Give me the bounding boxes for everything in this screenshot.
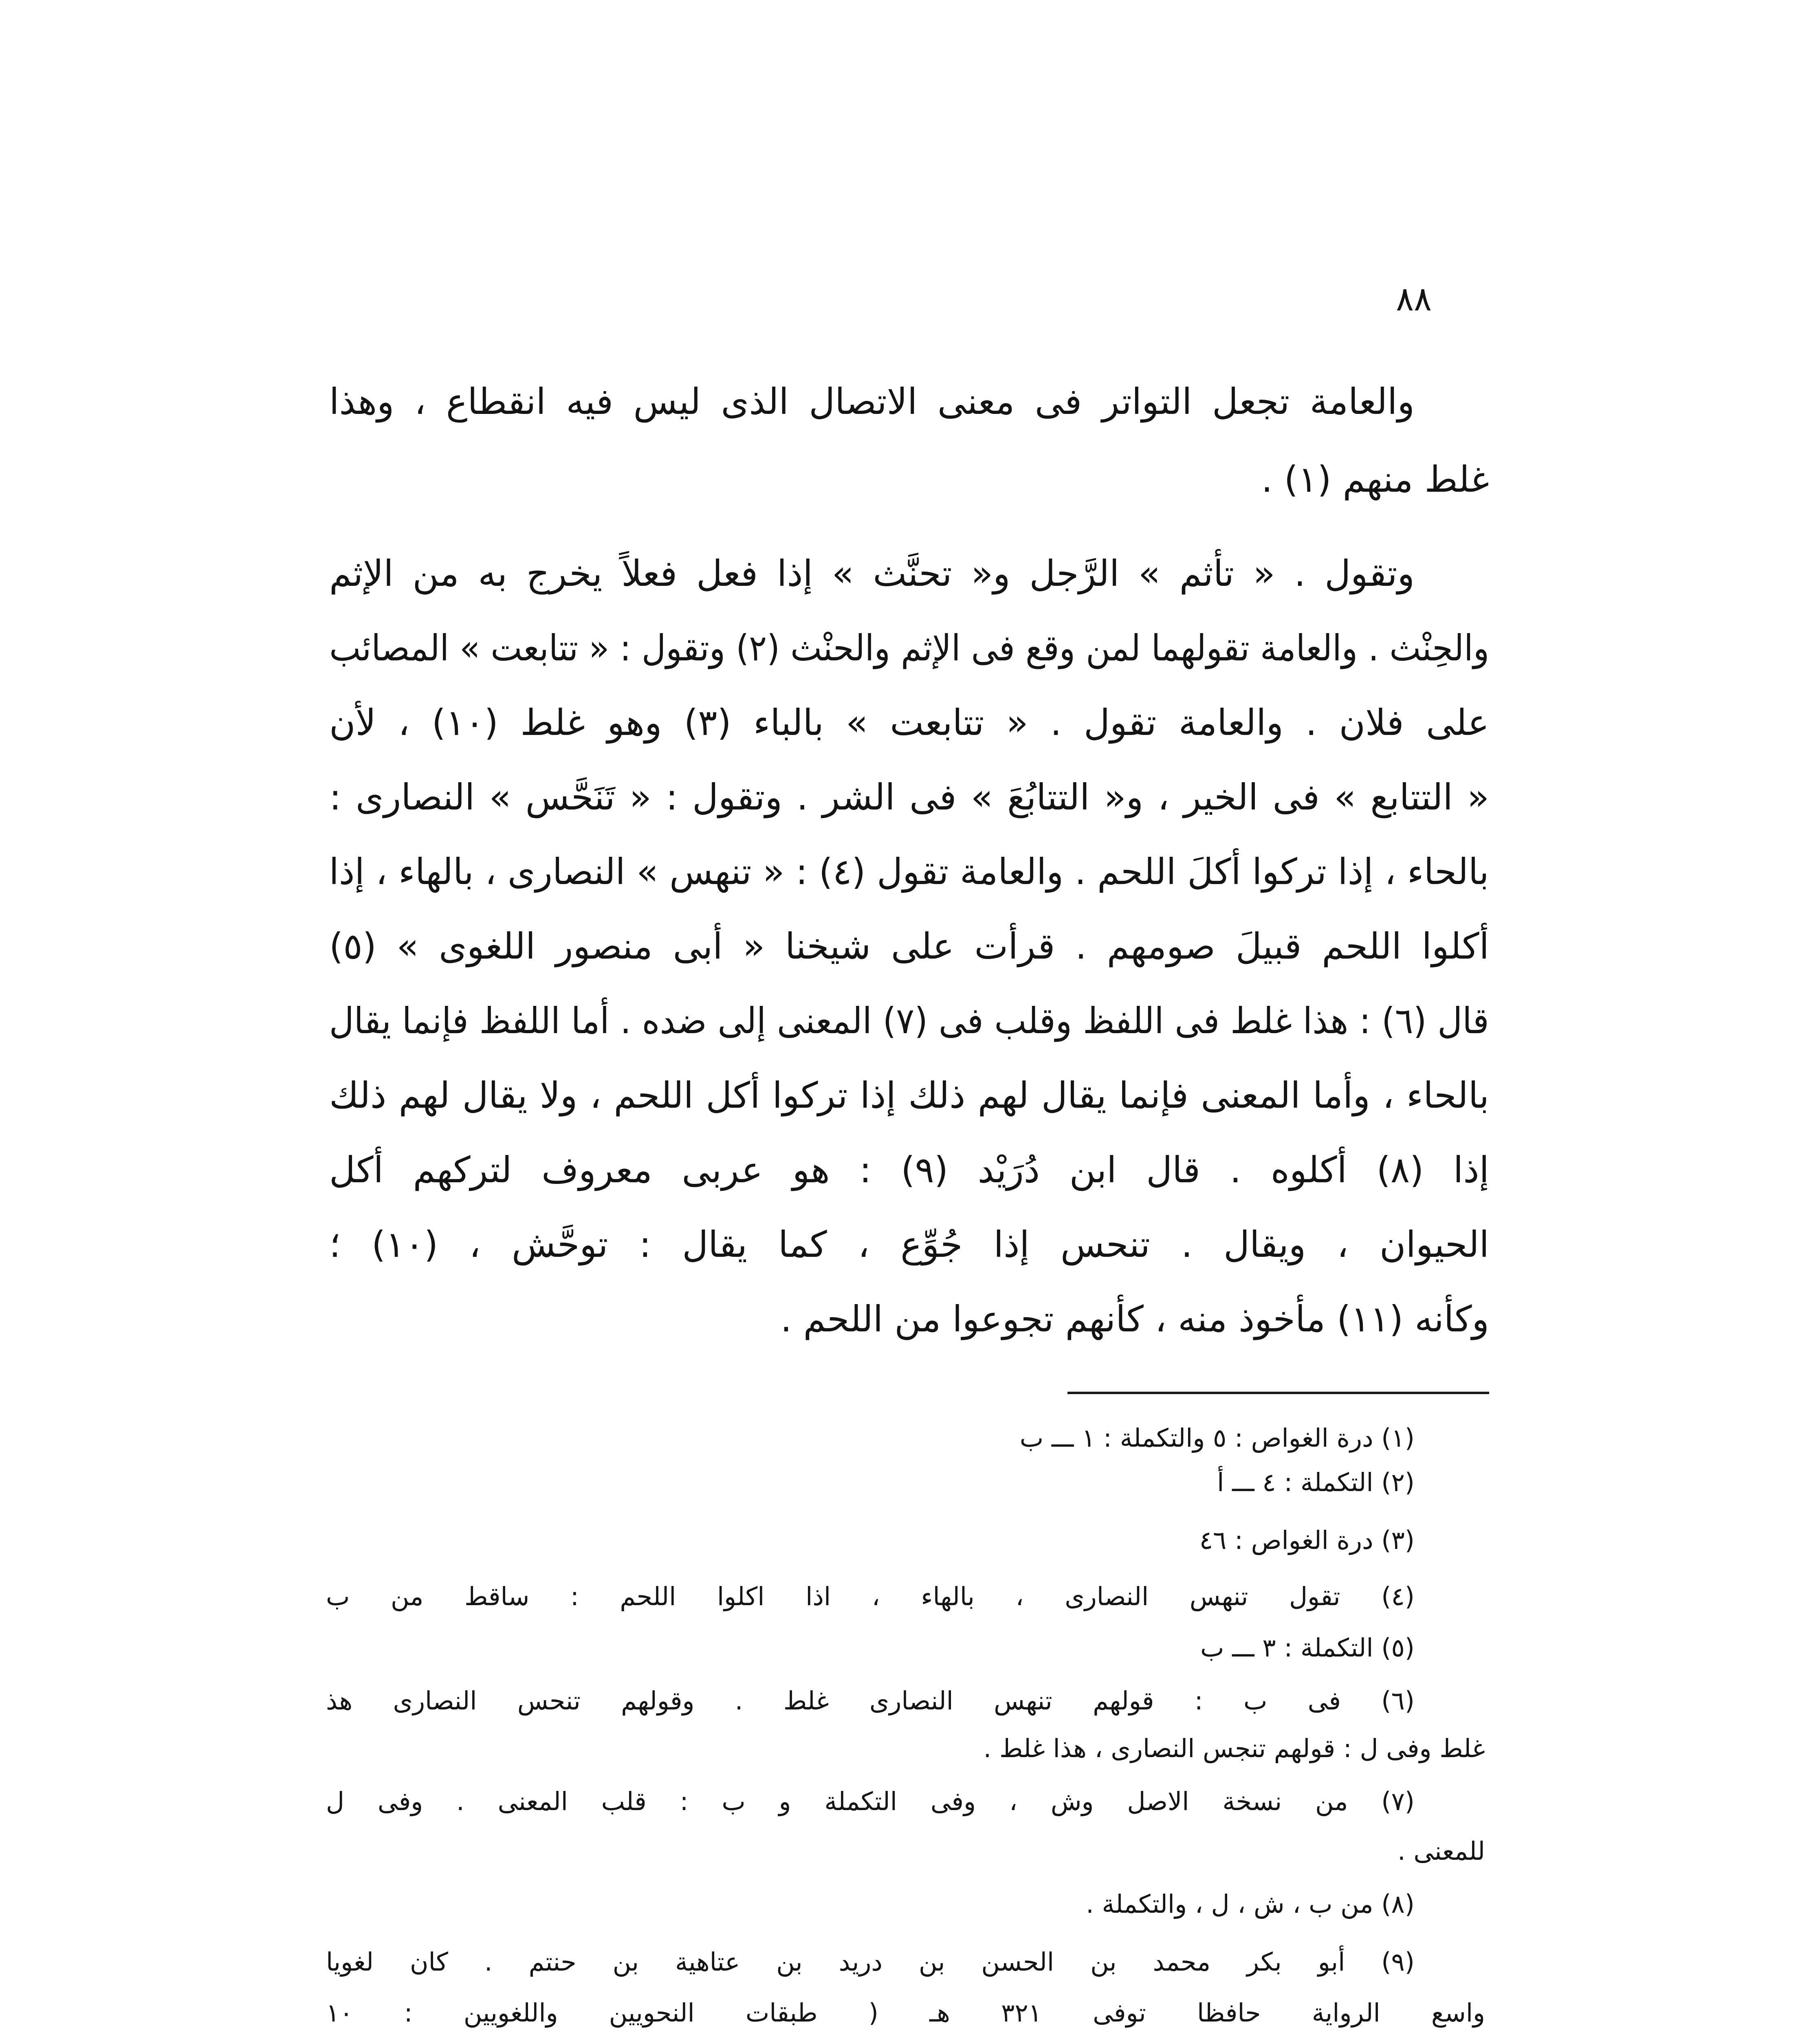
main-line-3 xyxy=(329,536,1415,611)
page-number: ٨٨ xyxy=(1395,280,1432,319)
footnote-text: للمعنى . xyxy=(1397,1836,1485,1866)
main-line-text: الحيوان ، ويقال . تنحس إذا جُوِّع ، كما يقال : توحَّش ، (١٠) ؛ xyxy=(329,1223,1489,1265)
main-line-12 xyxy=(329,1207,1489,1282)
footnote-line-1 xyxy=(326,1413,1415,1463)
footnote-line-10 xyxy=(326,1879,1415,1929)
footnote-text: (٨) من ب ، ش ، ل ، والتكملة . xyxy=(1086,1889,1415,1919)
footnote-separator xyxy=(1067,1392,1489,1394)
main-line-text: أكلوا اللحم قبيلَ صومهم . قرأت على شيخنا « أبى منصور اللغوى » (٥) xyxy=(329,925,1489,967)
main-line-text: والعامة تجعل التواتر فى معنى الاتصال الذى ليس فيه انقطاع ، وهذا xyxy=(329,381,1415,422)
footnote-text: (٣) درة الغواص : ٤٦ xyxy=(1199,1525,1415,1555)
main-line-text: وتقول . « تأثم » الرَّجل و« تحنَّث » إذا فعل فعلاً يخرج به من الإثم xyxy=(329,552,1415,594)
footnote-text: واسع الرواية حافظا توفى ٣٢١ هـ ( طبقات النحويين واللغويين : ١٠ xyxy=(326,1998,1485,2028)
main-line-text: قال (٦) : هذا غلط فى اللفظ وقلب فى (٧) المعنى إلى ضده . أما اللفظ فإنما يقال xyxy=(329,1000,1489,1042)
footnote-text: (٦) فى ب : قولهم تنهس النصارى غلط . وقولهم تنحس النصارى هذ xyxy=(326,1686,1415,1716)
footnote-text: غلط وفى ل : قولهم تنجس النصارى ، هذا غلط . xyxy=(983,1733,1485,1763)
footnote-line-4 xyxy=(326,1572,1415,1621)
footnote-text: (٩) أبو بكر محمد بن الحسن بن دريد بن عتاهية بن حنتم . كان لغويا xyxy=(326,1947,1415,1977)
footnote-text: (٢) التكملة : ٤ ـــ أ xyxy=(1217,1467,1415,1497)
main-line-8 xyxy=(329,909,1489,984)
main-line-10 xyxy=(329,1058,1489,1133)
footnote-line-5 xyxy=(326,1623,1415,1673)
main-line-text: على فلان . والعامة تقول . « تتابعت » بالباء (٣) وهو غلط (١٠) ، لأن xyxy=(329,702,1489,744)
footnote-line-8 xyxy=(326,1777,1415,1826)
footnote-text: (٧) من نسخة الاصل وش ، وفى التكملة و ب : قلب المعنى . وفى ل xyxy=(326,1786,1415,1816)
footnote-line-6 xyxy=(326,1676,1415,1726)
main-line-13 xyxy=(329,1282,1489,1357)
footnote-text: (١) درة الغواص : ٥ والتكملة : ١ ـــ ب xyxy=(1019,1423,1415,1453)
main-line-text: بالحاء ، وأما المعنى فإنما يقال لهم ذلك إذا تركوا أكل اللحم ، ولا يقال لهم ذلك xyxy=(329,1074,1489,1116)
footnote-line-12 xyxy=(326,1988,1485,2037)
main-line-text: وكأنه (١١) مأخوذ منه ، كأنهم تجوعوا من اللحم . xyxy=(780,1298,1489,1340)
footnote-line-11 xyxy=(326,1937,1415,1987)
footnote-text: (٤) تقول تنهس النصارى ، بالهاء ، اذا اكلوا اللحم : ساقط من ب xyxy=(326,1582,1415,1611)
main-line-text: « التتابع » فى الخير ، و« التتابُعَ » فى الشر . وتقول : « تَنَحَّس » النصارى : xyxy=(329,776,1489,818)
main-line-2 xyxy=(329,442,1489,517)
main-line-text: والحِنْث . والعامة تقولهما لمن وقع فى الإثم والحنْث (٢) وتقول : « تتابعت » المصائب xyxy=(329,627,1489,669)
main-line-5 xyxy=(329,685,1489,760)
main-line-4 xyxy=(329,611,1489,686)
main-line-7 xyxy=(329,834,1489,909)
main-line-6 xyxy=(329,760,1489,835)
main-line-9 xyxy=(329,983,1489,1058)
footnote-line-2 xyxy=(326,1458,1415,1507)
main-line-text: غلط منهم (١) . xyxy=(1261,458,1489,500)
footnote-text: (٥) التكملة : ٣ ـــ ب xyxy=(1200,1633,1415,1663)
footnote-line-9 xyxy=(326,1826,1485,1876)
main-line-1 xyxy=(329,364,1415,439)
footnote-line-7 xyxy=(326,1724,1485,1773)
main-line-text: بالحاء ، إذا تركوا أكلَ اللحم . والعامة تقول (٤) : « تنهس » النصارى ، بالهاء ، إذا xyxy=(329,851,1489,893)
footnote-line-3 xyxy=(326,1516,1415,1565)
main-line-11 xyxy=(329,1133,1489,1208)
main-line-text: إذا (٨) أكلوه . قال ابن دُرَيْد (٩) : هو عربى معروف لتركهم أكل xyxy=(329,1149,1489,1191)
